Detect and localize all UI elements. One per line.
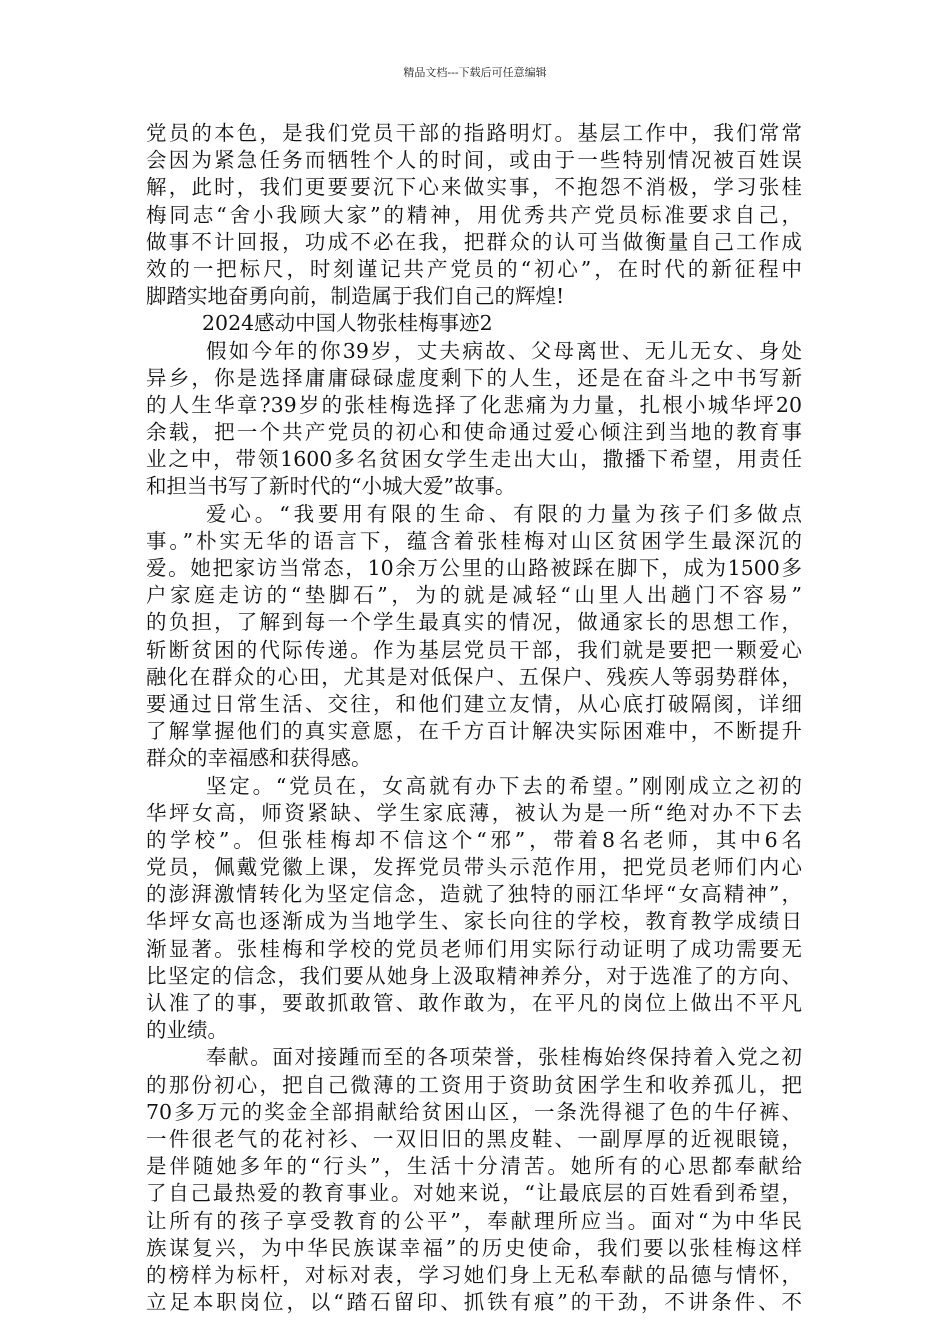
text-line: 的人生华章?39岁的张桂梅选择了化悲痛为力量，扎根小城华坪20 [146, 392, 802, 417]
document-body [146, 120, 802, 1316]
section-title-text: 2024感动中国人物张桂梅事迹2 [202, 311, 493, 336]
page-header: 精品文档---下载后可任意编辑 [403, 66, 547, 79]
text-line: 会因为紧急任务而牺牲个人的时间，或由于一些特别情况被百姓误 [146, 148, 802, 173]
text-line: 融化在群众的心田，尤其是对低保户、五保户、残疾人等弱势群体， [146, 664, 802, 689]
text-line: 奉献。面对接踵而至的各项荣誉，张桂梅始终保持着入党之初 [206, 1045, 802, 1070]
text-line: 和担当书写了新时代的“小城大爱”故事。 [146, 474, 516, 499]
text-line: 斩断贫困的代际传递。作为基层党员干部，我们就是要把一颗爱心 [146, 637, 802, 662]
text-line: 是伴随她多年的“行头”，生活十分清苦。她所有的心思都奉献给 [146, 1154, 802, 1179]
text-line: 要通过日常生活、交往，和他们建立友情，从心底打破隔阂，详细 [146, 691, 802, 716]
text-line: 坚定。“党员在，女高就有办下去的希望。”刚刚成立之初的 [206, 773, 802, 798]
text-line: 的那份初心，把自己微薄的工资用于资助贫困学生和收养孤儿，把 [146, 1072, 802, 1097]
paragraph-love [146, 501, 802, 773]
text-line: 立足本职岗位，以“踏石留印、抓铁有痕”的干劲，不讲条件、不 [146, 1290, 802, 1315]
paragraph-intro [146, 120, 802, 310]
text-line: 的学校”。但张桂梅却不信这个“邪”，带着8名老师，其中6名 [146, 827, 802, 852]
text-line: 业之中，带领1600多名贫困女学生走出大山，撒播下希望，用责任 [146, 447, 802, 472]
text-line: 比坚定的信念，我们要从她身上汲取精神养分，对于选准了的方向、 [146, 963, 802, 988]
text-line: 异乡，你是选择庸庸碌碌虚度剩下的人生，还是在奋斗之中书写新 [146, 365, 802, 390]
text-line: 族谋复兴，为中华民族谋幸福”的历史使命，我们要以张桂梅这样 [146, 1235, 802, 1260]
text-line: 了自己最热爱的教育事业。对她来说，“让最底层的百姓看到希望， [146, 1181, 802, 1206]
text-line: 效的一把标尺，时刻谨记共产党员的“初心”，在时代的新征程中 [146, 256, 802, 281]
text-line: 华坪女高也逐渐成为当地学生、家长向往的学校，教育教学成绩日 [146, 909, 802, 934]
text-line: 户家庭走访的“垫脚石”，为的就是减轻“山里人出趟门不容易” [146, 583, 802, 608]
paragraph-background [146, 338, 802, 501]
text-line: 假如今年的你39岁，丈夫病故、父母离世、无儿无女、身处 [206, 338, 802, 363]
text-line: 余载，把一个共产党员的初心和使命通过爱心倾注到当地的教育事 [146, 420, 802, 445]
text-line: 的澎湃激情转化为坚定信念，造就了独特的丽江华坪“女高精神”， [146, 882, 802, 907]
text-line: 党员，佩戴党徽上课，发挥党员带头示范作用，把党员老师们内心 [146, 855, 802, 880]
text-line: 的业绩。 [146, 1018, 228, 1043]
text-line: 一件很老气的花衬衫、一双旧旧的黑皮鞋、一副厚厚的近视眼镜， [146, 1126, 802, 1151]
text-line: 让所有的孩子享受教育的公平”，奉献理所应当。面对“为中华民 [146, 1208, 802, 1233]
text-line: 的负担，了解到每一个学生最真实的情况，做通家长的思想工作， [146, 610, 802, 635]
text-line: 做事不计回报，功成不必在我，把群众的认可当做衡量自己工作成 [146, 229, 802, 254]
text-line: 70多万元的奖金全部捐献给贫困山区，一条洗得褪了色的牛仔裤、 [146, 1099, 802, 1124]
text-line: 了解掌握他们的真实意愿，在千方百计解决实际困难中，不断提升 [146, 719, 802, 744]
text-line: 党员的本色，是我们党员干部的指路明灯。基层工作中，我们常常 [146, 121, 802, 145]
text-line: 脚踏实地奋勇向前，制造属于我们自己的辉煌! [146, 284, 565, 309]
text-line: 的榜样为标杆，对标对表，学习她们身上无私奉献的品德与情怀， [146, 1262, 802, 1287]
text-line: 解，此时，我们更要要沉下心来做实事，不抱怨不消极，学习张桂 [146, 175, 802, 200]
text-line: 爱。她把家访当常态，10余万公里的山路被踩在脚下，成为1500多 [146, 556, 802, 580]
paragraph-dedication [146, 1044, 802, 1316]
text-line: 梅同志“舍小我顾大家”的精神，用优秀共产党员标准要求自己， [146, 202, 802, 227]
section-title [146, 310, 802, 337]
paragraph-firmness [146, 773, 802, 1045]
text-line: 群众的幸福感和获得感。 [146, 746, 372, 771]
text-line: 事。”朴实无华的语言下，蕴含着张桂梅对山区贫困学生最深沉的 [146, 528, 802, 553]
text-line: 认准了的事，要敢抓敢管、敢作敢为，在平凡的岗位上做出不平凡 [146, 991, 802, 1015]
text-line: 爱心。“我要用有限的生命、有限的力量为孩子们多做点 [206, 501, 802, 526]
text-line: 华坪女高，师资紧缺、学生家底薄，被认为是一所“绝对办不下去 [146, 800, 802, 825]
text-line: 渐显著。张桂梅和学校的党员老师们用实际行动证明了成功需要无 [146, 936, 802, 961]
